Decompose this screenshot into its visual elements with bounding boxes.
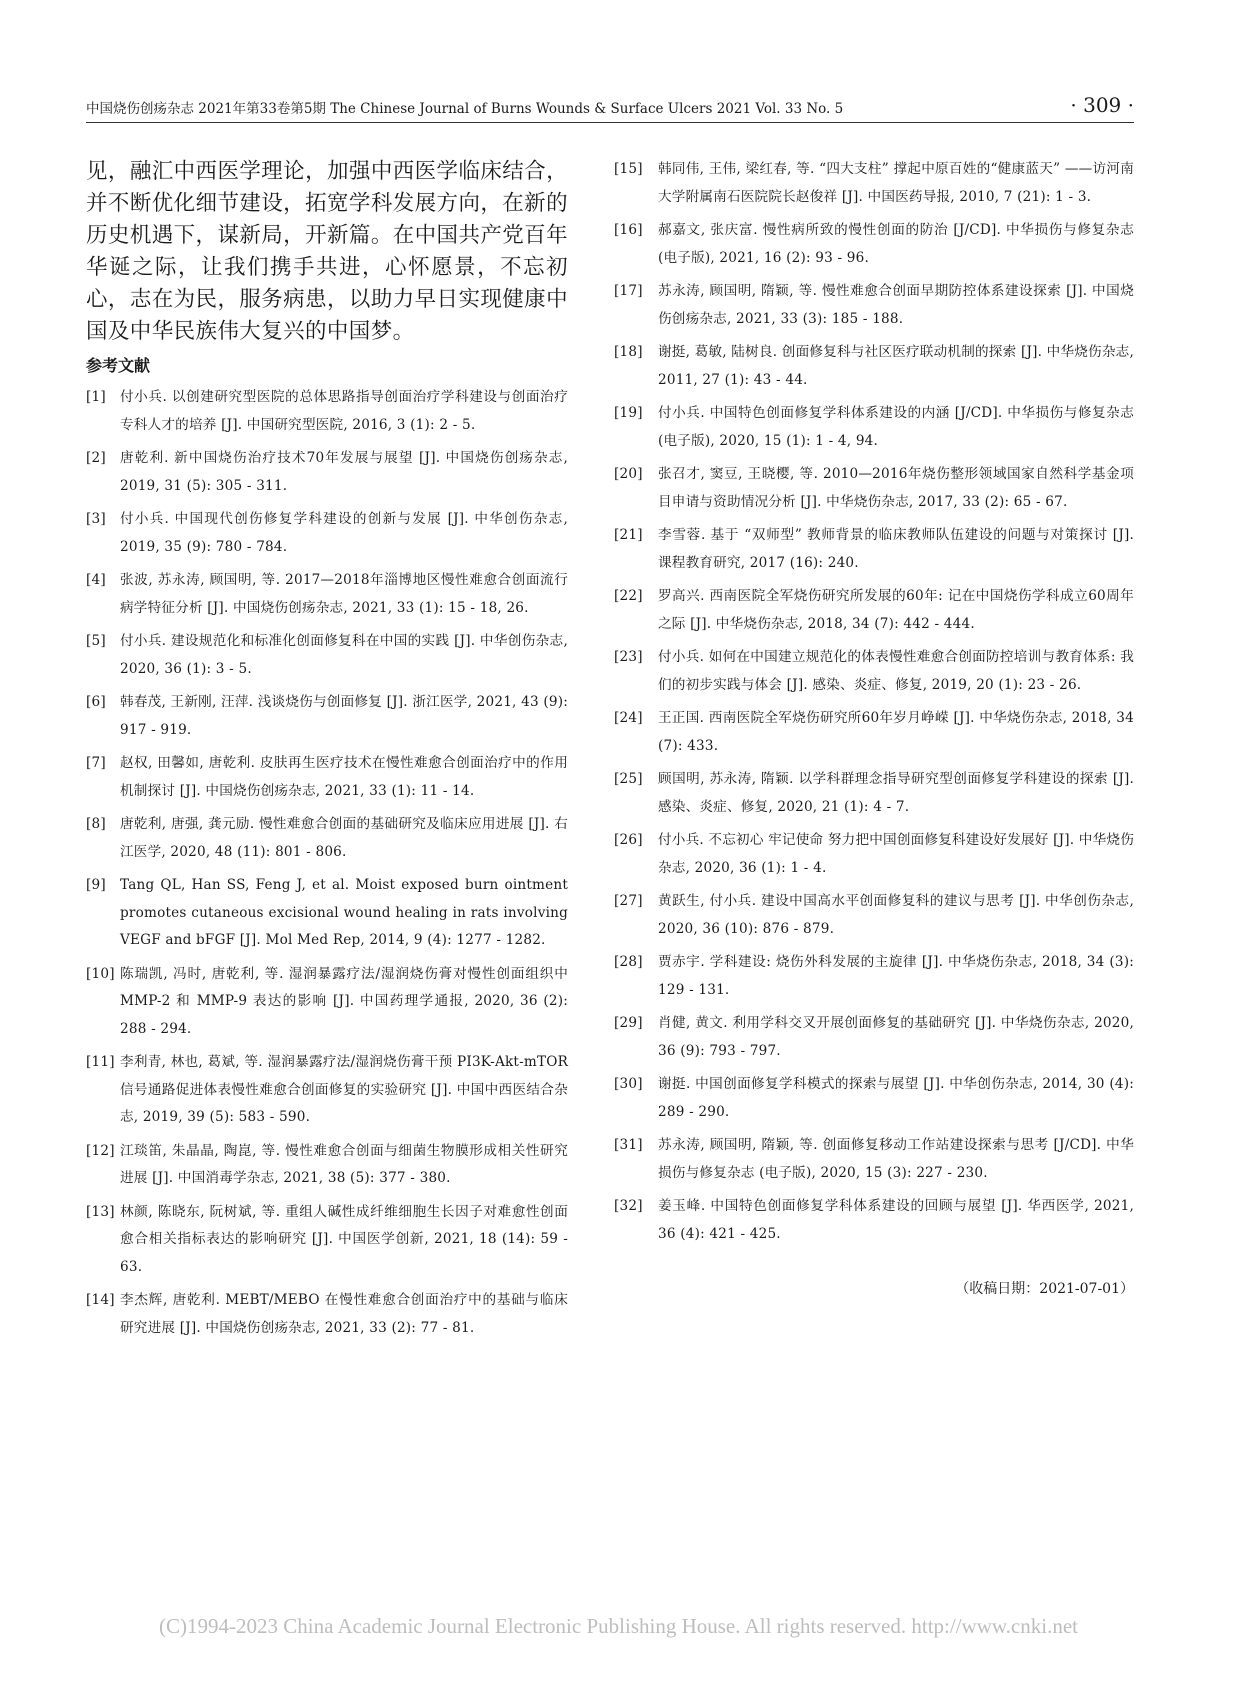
reference-number: [4]: [86, 572, 106, 588]
reference-text: 姜玉峰. 中国特色创面修复学科体系建设的回顾与展望 [J]. 华西医学, 2021, 36 (4): 421 - 425.: [658, 1198, 1134, 1242]
left-column: [86, 156, 568, 1348]
reference-item: [614, 278, 1134, 333]
reference-text: 谢挺. 中国创面修复学科模式的探索与展望 [J]. 中华创伤杂志, 2014, 30 (4): 289 - 290.: [658, 1076, 1134, 1120]
reference-number: [9]: [86, 877, 106, 893]
reference-text: Tang QL, Han SS, Feng J, et al. Moist exposed burn ointment promotes cutaneous excisional wound healing in rats involving VEGF and bFGF [J]. Mol Med Rep, 2014, 9 (4): 1277 - 1282.: [120, 877, 568, 948]
references-heading: 参考文献: [86, 356, 151, 375]
journal-title: 中国烧伤创疡杂志 2021年第33卷第5期 The Chinese Journal of Burns Wounds & Surface Ulcers 2021 Vol. 33 No. 5: [86, 101, 844, 117]
page-number: · 309 ·: [1070, 93, 1134, 117]
reference-number: [28]: [614, 954, 643, 970]
reference-number: [7]: [86, 755, 106, 771]
reference-item: [614, 1071, 1134, 1126]
reference-number: [15]: [614, 161, 643, 177]
reference-number: [6]: [86, 694, 106, 710]
reference-text: 苏永涛, 顾国明, 隋颖, 等. 创面修复移动工作站建设探索与思考 [J/CD]. 中华损伤与修复杂志 (电子版), 2020, 15 (3): 227 - 230.: [658, 1137, 1134, 1181]
reference-item: [86, 384, 568, 439]
reference-text: 江琰笛, 朱晶晶, 陶崑, 等. 慢性难愈合创面与细菌生物膜形成相关性研究进展 [J]. 中国消毒学杂志, 2021, 38 (5): 377 - 380.: [120, 1142, 568, 1186]
body-paragraph: 见，融汇中西医学理论，加强中西医学临床结合，并不断优化细节建设，拓宽学科发展方向，在新的历史机遇下，谋新局，开新篇。在中国共产党百年华诞之际，让我们携手共进，心怀愿景，不忘初心，志在为民，服务病患，以助力早日实现健康中国及中华民族伟大复兴的中国梦。: [86, 159, 568, 344]
reference-item: [614, 400, 1134, 455]
reference-item: [614, 339, 1134, 394]
reference-text: 顾国明, 苏永涛, 隋颖. 以学科群理念指导研究型创面修复学科建设的探索 [J]. 感染、炎症、修复, 2020, 21 (1): 4 - 7.: [658, 771, 1134, 815]
reference-text: 唐乾利. 新中国烧伤治疗技术70年发展与展望 [J]. 中国烧伤创疡杂志, 2019, 31 (5): 305 - 311.: [120, 450, 568, 494]
reference-item: [614, 461, 1134, 516]
reference-number: [17]: [614, 283, 643, 299]
reference-text: 付小兵. 中国特色创面修复学科体系建设的内涵 [J/CD]. 中华损伤与修复杂志 (电子版), 2020, 15 (1): 1 - 4, 94.: [658, 405, 1134, 449]
reference-number: [3]: [86, 511, 106, 527]
reference-item: [614, 156, 1134, 211]
reference-item: [86, 811, 568, 866]
reference-number: [5]: [86, 633, 106, 649]
reference-number: [10]: [86, 965, 115, 982]
reference-item: [86, 1049, 568, 1132]
reference-number: [13]: [86, 1203, 115, 1220]
reference-item: [86, 961, 568, 1044]
reference-text: 林颜, 陈晓东, 阮树斌, 等. 重组人碱性成纤维细胞生长因子对难愈性创面愈合相关指标表达的影响研究 [J]. 中国医学创新, 2021, 18 (14): 59 - 63.: [120, 1203, 568, 1275]
reference-text: 谢挺, 葛敏, 陆树良. 创面修复科与社区医疗联动机制的探索 [J]. 中华烧伤杂志, 2011, 27 (1): 43 - 44.: [658, 344, 1134, 388]
reference-item: [614, 1193, 1134, 1248]
reference-number: [19]: [614, 405, 643, 421]
reference-number: [32]: [614, 1198, 643, 1214]
reference-item: [86, 1199, 568, 1282]
reference-number: [24]: [614, 710, 643, 726]
reference-item: [614, 1010, 1134, 1065]
reference-number: [18]: [614, 344, 643, 360]
reference-text: 肖健, 黄文. 利用学科交叉开展创面修复的基础研究 [J]. 中华烧伤杂志, 2020, 36 (9): 793 - 797.: [658, 1015, 1134, 1059]
reference-number: [23]: [614, 649, 643, 665]
reference-item: [614, 217, 1134, 272]
reference-number: [20]: [614, 466, 643, 482]
reference-item: [86, 750, 568, 805]
reference-list-right: [614, 156, 1134, 1248]
reference-number: [16]: [614, 222, 643, 238]
reference-text: 韩春茂, 王新刚, 汪萍. 浅谈烧伤与创面修复 [J]. 浙江医学, 2021, 43 (9): 917 - 919.: [120, 694, 568, 738]
reference-number: [14]: [86, 1292, 115, 1308]
reference-item: [614, 583, 1134, 638]
reference-number: [25]: [614, 771, 643, 787]
reference-item: [86, 689, 568, 744]
reference-text: 付小兵. 不忘初心 牢记使命 努力把中国创面修复科建设好发展好 [J]. 中华烧伤杂志, 2020, 36 (1): 1 - 4.: [658, 832, 1134, 876]
reference-text: 付小兵. 建设规范化和标准化创面修复科在中国的实践 [J]. 中华创伤杂志, 2020, 36 (1): 3 - 5.: [120, 633, 568, 677]
reference-number: [12]: [86, 1142, 115, 1159]
reference-number: [8]: [86, 816, 106, 832]
reference-text: 罗高兴. 西南医院全军烧伤研究所发展的60年: 记在中国烧伤学科成立60周年之际 [J]. 中华烧伤杂志, 2018, 34 (7): 442 - 444.: [658, 588, 1134, 632]
reference-text: 郝嘉文, 张庆富. 慢性病所致的慢性创面的防治 [J/CD]. 中华损伤与修复杂志 (电子版), 2021, 16 (2): 93 - 96.: [658, 222, 1134, 266]
reference-item: [614, 827, 1134, 882]
reference-text: 张召才, 窦豆, 王晓樱, 等. 2010—2016年烧伤整形领域国家自然科学基金项目申请与资助情况分析 [J]. 中华烧伤杂志, 2017, 33 (2): 65 - 67.: [658, 466, 1134, 510]
reference-item: [86, 1287, 568, 1342]
reference-text: 李雪蓉. 基于 “双师型” 教师背景的临床教师队伍建设的问题与对策探讨 [J]. 课程教育研究, 2017 (16): 240.: [658, 527, 1134, 571]
reference-item: [86, 1138, 568, 1193]
reference-text: 付小兵. 以创建研究型医院的总体思路指导创面治疗学科建设与创面治疗专科人才的培养 [J]. 中国研究型医院, 2016, 3 (1): 2 - 5.: [120, 389, 568, 433]
reference-number: [1]: [86, 389, 106, 405]
reference-number: [29]: [614, 1015, 643, 1031]
reference-item: [614, 522, 1134, 577]
reference-item: [614, 644, 1134, 699]
reference-number: [27]: [614, 893, 643, 909]
reference-number: [31]: [614, 1137, 643, 1153]
reference-item: [614, 1132, 1134, 1187]
reference-number: [21]: [614, 527, 643, 543]
reference-text: 付小兵. 如何在中国建立规范化的体表慢性难愈合创面防控培训与教育体系: 我们的初步实践与体会 [J]. 感染、炎症、修复, 2019, 20 (1): 23 - 26.: [658, 649, 1134, 693]
reference-text: 赵权, 田馨如, 唐乾利. 皮肤再生医疗技术在慢性难愈合创面治疗中的作用机制探讨 [J]. 中国烧伤创疡杂志, 2021, 33 (1): 11 - 14.: [120, 755, 568, 799]
reference-text: 付小兵. 中国现代创伤修复学科建设的创新与发展 [J]. 中华创伤杂志, 2019, 35 (9): 780 - 784.: [120, 511, 568, 555]
reference-text: 王正国. 西南医院全军烧伤研究所60年岁月峥嵘 [J]. 中华烧伤杂志, 2018, 34 (7): 433.: [658, 710, 1134, 754]
copyright-footer: (C)1994-2023 China Academic Journal Electronic Publishing House. All rights reserved. http://www.cnki.net: [159, 1614, 1078, 1638]
reference-number: [30]: [614, 1076, 643, 1092]
reference-number: [26]: [614, 832, 643, 848]
reference-item: [86, 445, 568, 500]
reference-number: [22]: [614, 588, 643, 604]
reference-text: 李利青, 林也, 葛斌, 等. 湿润暴露疗法/湿润烧伤膏干预 PI3K-Akt-mTOR 信号通路促进体表慢性难愈合创面修复的实验研究 [J]. 中国中西医结合杂志, 2019, 39 (5): 583 - 590.: [120, 1054, 568, 1125]
reference-text: 唐乾利, 唐强, 龚元励. 慢性难愈合创面的基础研究及临床应用进展 [J]. 右江医学, 2020, 48 (11): 801 - 806.: [120, 816, 568, 860]
reference-text: 贾赤宇. 学科建设: 烧伤外科发展的主旋律 [J]. 中华烧伤杂志, 2018, 34 (3): 129 - 131.: [658, 954, 1134, 998]
reference-item: [86, 506, 568, 561]
reference-item: [86, 872, 568, 955]
reference-item: [614, 949, 1134, 1004]
reference-text: 苏永涛, 顾国明, 隋颖, 等. 慢性难愈合创面早期防控体系建设探索 [J]. 中国烧伤创疡杂志, 2021, 33 (3): 185 - 188.: [658, 283, 1134, 327]
reference-item: [614, 705, 1134, 760]
reference-number: [2]: [86, 450, 106, 466]
reference-item: [614, 766, 1134, 821]
reference-text: 黄跃生, 付小兵. 建设中国高水平创面修复科的建议与思考 [J]. 中华创伤杂志, 2020, 36 (10): 876 - 879.: [658, 893, 1134, 937]
right-column: [614, 156, 1134, 1298]
reference-list-left: [86, 384, 568, 1342]
reference-text: 陈瑞凯, 冯时, 唐乾利, 等. 湿润暴露疗法/湿润烧伤膏对慢性创面组织中 MMP-2 和 MMP-9 表达的影响 [J]. 中国药理学通报, 2020, 36 (2): 288 - 294.: [120, 965, 568, 1037]
reference-text: 韩同伟, 王伟, 梁红春, 等. “四大支柱” 撑起中原百姓的“健康蓝天” ——访河南大学附属南石医院院长赵俊祥 [J]. 中国医药导报, 2010, 7 (21): 1 - 3.: [658, 161, 1134, 205]
reference-item: [86, 628, 568, 683]
received-date: （收稿日期：2021-07-01）: [955, 1281, 1134, 1297]
reference-item: [86, 567, 568, 622]
reference-item: [614, 888, 1134, 943]
reference-text: 李杰辉, 唐乾利. MEBT/MEBO 在慢性难愈合创面治疗中的基础与临床研究进展 [J]. 中国烧伤创疡杂志, 2021, 33 (2): 77 - 81.: [120, 1292, 568, 1336]
reference-number: [11]: [86, 1054, 115, 1070]
reference-text: 张波, 苏永涛, 顾国明, 等. 2017—2018年淄博地区慢性难愈合创面流行病学特征分析 [J]. 中国烧伤创疡杂志, 2021, 33 (1): 15 - 18, 26.: [120, 572, 568, 616]
running-header: [86, 93, 1134, 123]
